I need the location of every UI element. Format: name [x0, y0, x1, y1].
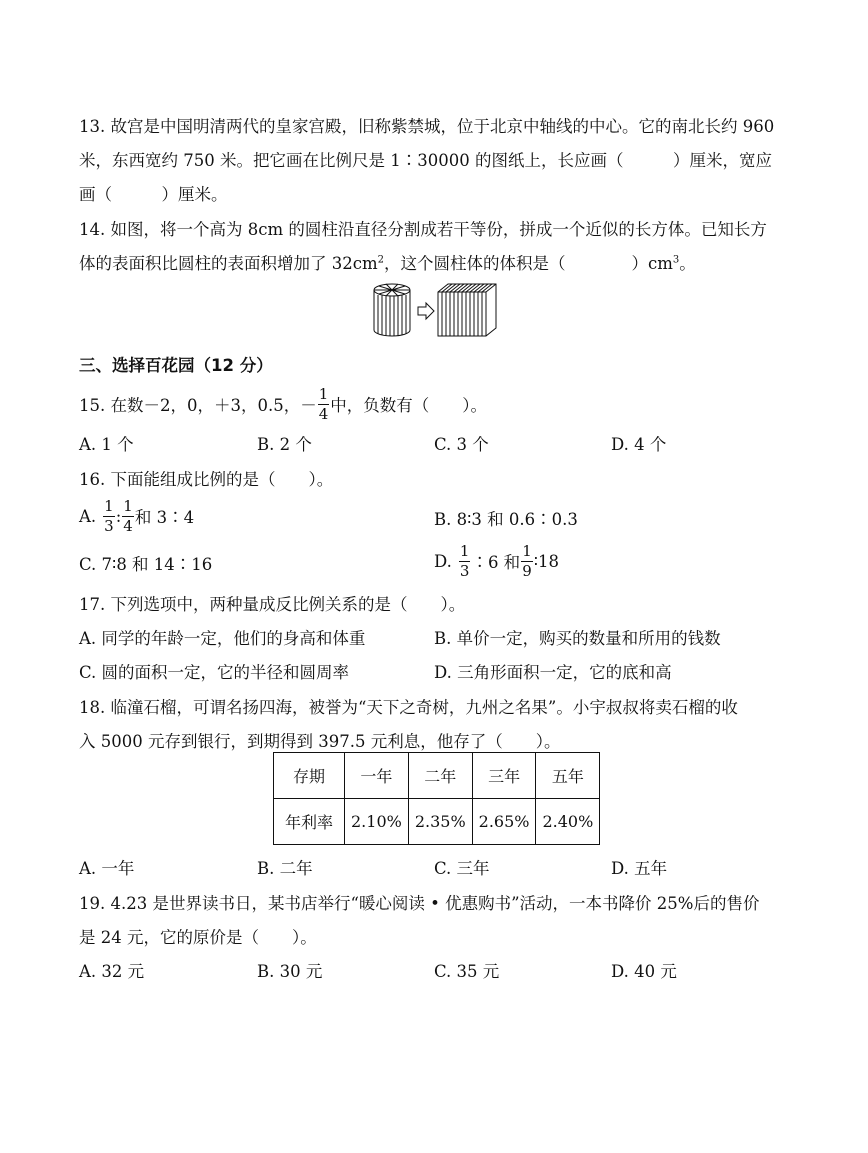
section-heading: 三、选择百花园（12 分） [79, 356, 273, 375]
q15-prefix: 15. 在数－2，0，＋3，0.5，－ [79, 396, 317, 415]
q19-option-b[interactable]: B. 30 元 [257, 962, 323, 981]
q18-option-a[interactable]: A. 一年 [79, 859, 135, 878]
q14-line2 [79, 250, 696, 274]
q14-text-end: 。 [679, 254, 696, 273]
table-cell: 二年 [408, 753, 472, 799]
q17-option-d[interactable]: D. 三角形面积一定，它的底和高 [434, 663, 672, 682]
q16-a-colon: : [115, 506, 122, 526]
cuboid-icon [438, 284, 496, 336]
q15-fraction [318, 384, 330, 423]
q16-d-frac2-den: 9 [522, 561, 532, 580]
q18-line2: 入 5000 元存到银行，到期得到 397.5 元利息，他存了（ ）。 [79, 732, 561, 751]
table-cell: 2.65% [472, 799, 536, 845]
q13-line1: 13. 故宫是中国明清两代的皇家宫殿，旧称紫禁城，位于北京中轴线的中心。它的南北长约 960 [79, 117, 775, 136]
cylinder-icon [374, 284, 410, 336]
q17-option-b[interactable]: B. 单价一定，购买的数量和所用的钱数 [434, 629, 721, 648]
q16-a-frac1-num: 1 [104, 496, 114, 515]
q16-d-rest: ∶18 [533, 551, 560, 571]
q19-option-c[interactable]: C. 35 元 [434, 962, 500, 981]
q13-line2: 米，东西宽约 750 米。把它画在比例尺是 1∶30000 的图纸上，长应画（ ）厘米，宽应 [79, 151, 772, 170]
table-cell: 2.40% [536, 799, 600, 845]
q16-option-b[interactable]: B. 8∶3 和 0.6∶0.3 [434, 510, 578, 529]
q16-a-frac2 [122, 496, 134, 535]
q16-option-a[interactable] [79, 494, 194, 538]
q19-line1: 19. 4.23 是世界读书日，某书店举行“暖心阅读 • 优惠购书”活动，一本书降价 25%后的售价 [79, 894, 760, 913]
q14-sup-2: 2 [377, 254, 385, 266]
q19-option-a[interactable]: A. 32 元 [79, 962, 145, 981]
q18-option-d[interactable]: D. 五年 [611, 859, 668, 878]
q16-d-frac1 [459, 541, 471, 580]
q16-d-mid: ∶6 和 [471, 553, 521, 572]
q16-stem: 16. 下面能组成比例的是（ ）。 [79, 470, 334, 489]
q16-a-label: A. [79, 506, 97, 526]
q16-d-frac2-num: 1 [522, 541, 532, 560]
q16-a-rest: 和 3∶4 [134, 508, 195, 527]
q13-line3: 画（ ）厘米。 [79, 185, 228, 204]
table-cell: 一年 [345, 753, 409, 799]
q15-option-c[interactable]: C. 3 个 [434, 435, 489, 454]
q17-option-c[interactable]: C. 圆的面积一定，它的半径和圆周率 [79, 663, 350, 682]
interest-rate-table [273, 752, 600, 845]
table-cell: 存期 [274, 753, 345, 799]
q17-stem: 17. 下列选项中，两种量成反比例关系的是（ ）。 [79, 595, 466, 614]
table-cell: 年利率 [274, 799, 345, 845]
q17-option-a[interactable]: A. 同学的年龄一定，他们的身高和体重 [79, 629, 366, 648]
q16-a-frac2-num: 1 [123, 496, 133, 515]
q16-option-c[interactable]: C. 7∶8 和 14∶16 [79, 555, 213, 574]
q16-a-frac2-den: 4 [123, 516, 133, 535]
q18-option-b[interactable]: B. 二年 [257, 859, 313, 878]
q15-frac-num: 1 [318, 384, 329, 403]
table-row [274, 799, 600, 845]
q18-option-c[interactable]: C. 三年 [434, 859, 490, 878]
q15-stem [79, 382, 487, 426]
table-cell: 五年 [536, 753, 600, 799]
q16-d-frac2 [521, 541, 533, 580]
q14-text-a: 体的表面积比圆柱的表面积增加了 32cm [79, 254, 378, 273]
q18-line1: 18. 临潼石榴，可谓名扬四海，被誉为“天下之奇树，九州之名果”。小宇叔叔将卖石榴的收 [79, 698, 738, 717]
q15-frac-den: 4 [318, 404, 329, 423]
q15-option-d[interactable]: D. 4 个 [611, 435, 667, 454]
q16-d-label: D. [434, 551, 452, 571]
q16-option-d[interactable] [434, 539, 559, 583]
cylinder-to-cuboid-figure [370, 280, 498, 340]
table-cell: 三年 [472, 753, 536, 799]
table-cell: 2.35% [408, 799, 472, 845]
arrow-right-icon [418, 303, 434, 319]
q14-line1: 14. 如图，将一个高为 8cm 的圆柱沿直径分割成若干等份，拼成一个近似的长方体。已知长方 [79, 220, 767, 239]
q16-d-frac1-den: 3 [459, 561, 470, 580]
table-cell: 2.10% [345, 799, 409, 845]
q16-a-frac1-den: 3 [104, 516, 114, 535]
q19-line2: 是 24 元，它的原价是（ ）。 [79, 928, 317, 947]
q15-option-b[interactable]: B. 2 个 [257, 435, 312, 454]
q15-option-a[interactable]: A. 1 个 [79, 435, 134, 454]
q19-option-d[interactable]: D. 40 元 [611, 962, 677, 981]
q16-a-frac1 [103, 496, 115, 535]
q14-sup-3: 3 [672, 254, 680, 266]
table-row [274, 753, 600, 799]
q16-d-frac1-num: 1 [459, 541, 470, 560]
q14-text-b: ，这个圆柱体的体积是（ ）cm [384, 254, 673, 273]
q15-suffix: 中，负数有（ ）。 [330, 396, 488, 415]
